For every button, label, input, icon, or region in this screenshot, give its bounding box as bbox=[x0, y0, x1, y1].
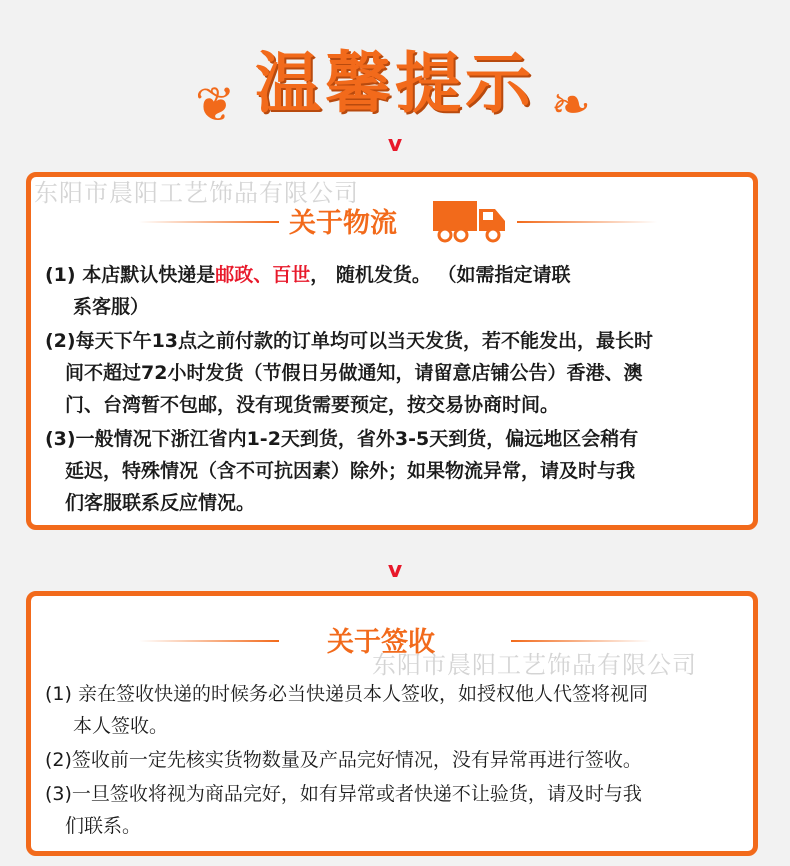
swirl-ornament-icon: ❧ bbox=[550, 77, 595, 133]
truck-icon bbox=[431, 197, 509, 243]
signing-notice-card bbox=[26, 591, 758, 856]
shipping-notice-card bbox=[26, 172, 758, 530]
shipping-body bbox=[45, 259, 745, 521]
signing-title: 关于签收 bbox=[327, 627, 435, 658]
watermark: 东阳市晨阳工艺饰品有限公司 bbox=[372, 651, 697, 679]
page-header bbox=[0, 38, 790, 138]
watermark: 东阳市晨阳工艺饰品有限公司 bbox=[34, 179, 359, 207]
signing-item-1: (1) 亲在签收快递的时候务必当快递员本人签收，如授权他人代签将视同 本人签收。 bbox=[45, 683, 648, 737]
courier-highlight: 邮政、百世 bbox=[215, 264, 311, 286]
divider bbox=[517, 221, 657, 223]
divider bbox=[139, 640, 279, 642]
chevron-down-icon: v bbox=[387, 132, 403, 157]
signing-item-3: (3)一旦签收将视为商品完好，如有异常或者快递不让验货，请及时与我 们联系。 bbox=[45, 783, 642, 837]
signing-body bbox=[45, 678, 745, 844]
page-title-text: 温馨提示 bbox=[255, 44, 535, 122]
divider bbox=[511, 640, 651, 642]
signing-item-2: (2)签收前一定先核实货物数量及产品完好情况，没有异常再进行签收。 bbox=[45, 749, 642, 771]
chevron-down-icon: v bbox=[387, 558, 403, 583]
shipping-item-1: (1) 本店默认快递是邮政、百世， 随机发货。 （如需指定请联 系客服） bbox=[45, 264, 571, 318]
swirl-ornament-icon: ❦ bbox=[195, 77, 240, 133]
shipping-title: 关于物流 bbox=[289, 208, 397, 239]
shipping-item-3: (3)一般情况下浙江省内1-2天到货，省外3-5天到货，偏远地区会稍有 延迟，特殊情况（含不可抗因素）除外；如果物流异常，请及时与我 们客服联系反应情况。 bbox=[45, 428, 639, 514]
divider bbox=[139, 221, 279, 223]
page-title bbox=[195, 38, 595, 133]
shipping-item-2: (2)每天下午13点之前付款的订单均可以当天发货，若不能发出，最长时 间不超过72小时发货（节假日另做通知，请留意店铺公告）香港、澳 门、台湾暂不包邮，没有现货需要预定，按交易协商时间。 bbox=[45, 330, 654, 416]
